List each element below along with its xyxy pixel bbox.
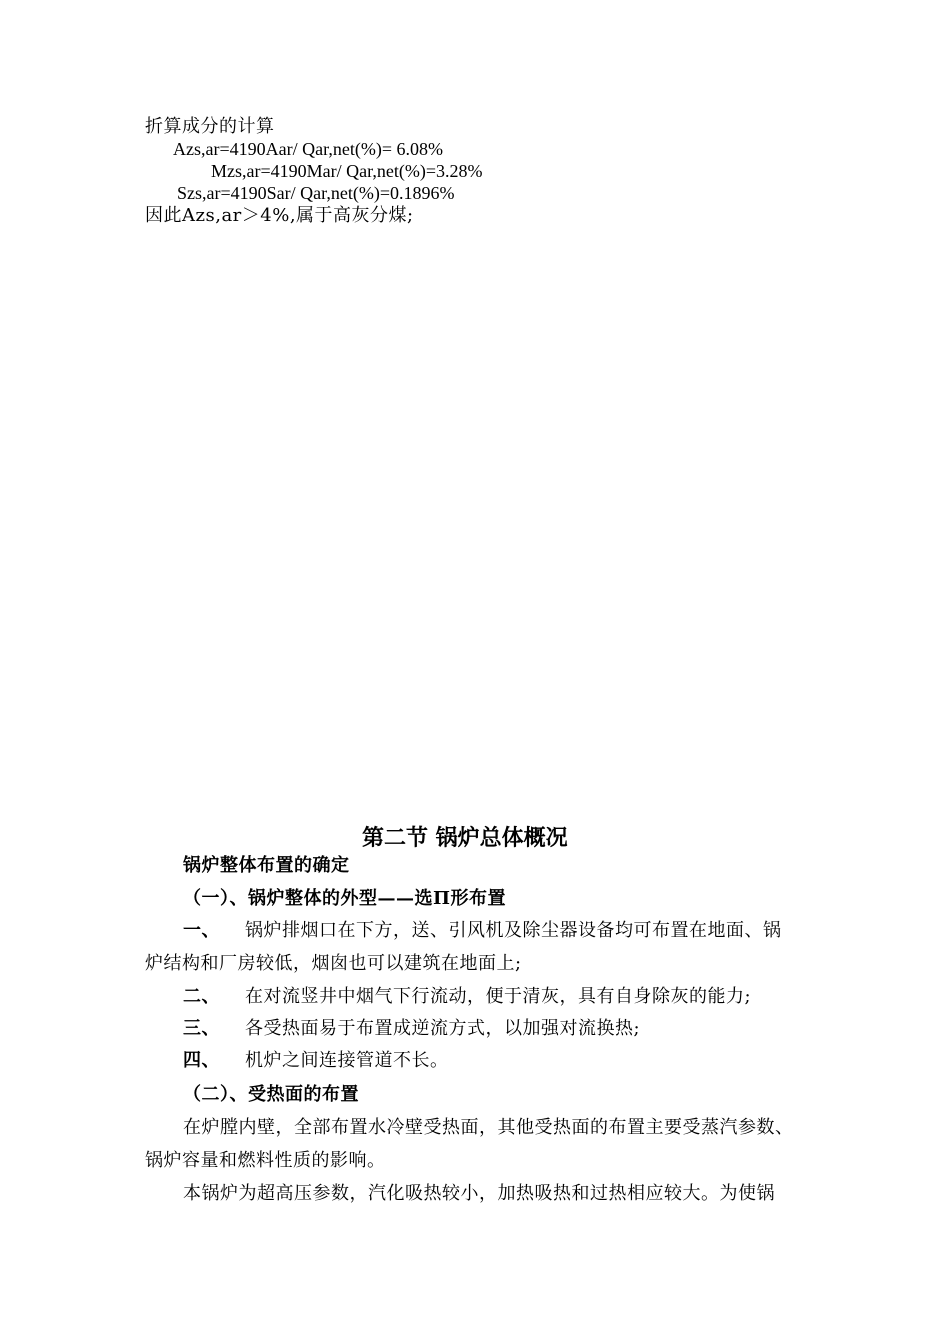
list-item-3-text: 各受热面易于布置成逆流方式，以加强对流换热; [245, 1018, 641, 1039]
calc-title: 折算成分的计算 [145, 116, 275, 137]
formula-mzs: Mzs,ar=4190Mar/ Qar,net(%)=3.28% [211, 161, 483, 181]
list-item-4-num: 四、 [183, 1050, 220, 1071]
list-item-2-num: 二、 [183, 986, 220, 1007]
list-item-1-num: 一、 [183, 920, 220, 941]
calc-conclusion: 因此Azs,ar＞4%,属于高灰分煤; [145, 205, 414, 226]
part1-heading: （一）、锅炉整体的外型——选Π形布置 [183, 888, 506, 909]
list-item-1 [183, 920, 782, 942]
section-title: 第二节 锅炉总体概况 [362, 826, 568, 851]
formula-szs: Szs,ar=4190Sar/ Qar,net(%)=0.1896% [177, 183, 455, 203]
list-item-1-text: 锅炉排烟口在下方，送、引风机及除尘器设备均可布置在地面、锅 [245, 920, 782, 941]
formula-azs: Azs,ar=4190Aar/ Qar,net(%)= 6.08% [173, 139, 443, 159]
list-item-1-cont: 炉结构和厂房较低，烟囱也可以建筑在地面上; [145, 953, 522, 974]
list-item-3 [183, 1018, 640, 1040]
list-item-4 [183, 1050, 449, 1072]
list-item-4-text: 机炉之间连接管道不长。 [245, 1050, 449, 1071]
list-item-2 [183, 986, 751, 1008]
list-item-3-num: 三、 [183, 1018, 220, 1039]
list-item-2-text: 在对流竖井中烟气下行流动，便于清灰，具有自身除灰的能力; [245, 986, 752, 1007]
section-subtitle: 锅炉整体布置的确定 [183, 855, 350, 876]
part2-heading: （二）、受热面的布置 [183, 1084, 359, 1105]
para1-line2: 锅炉容量和燃料性质的影响。 [145, 1150, 386, 1171]
para2-line1: 本锅炉为超高压参数，汽化吸热较小，加热吸热和过热相应较大。为使锅 [183, 1183, 775, 1204]
para1-line1: 在炉膛内壁，全部布置水冷壁受热面，其他受热面的布置主要受蒸汽参数、 [183, 1117, 794, 1138]
